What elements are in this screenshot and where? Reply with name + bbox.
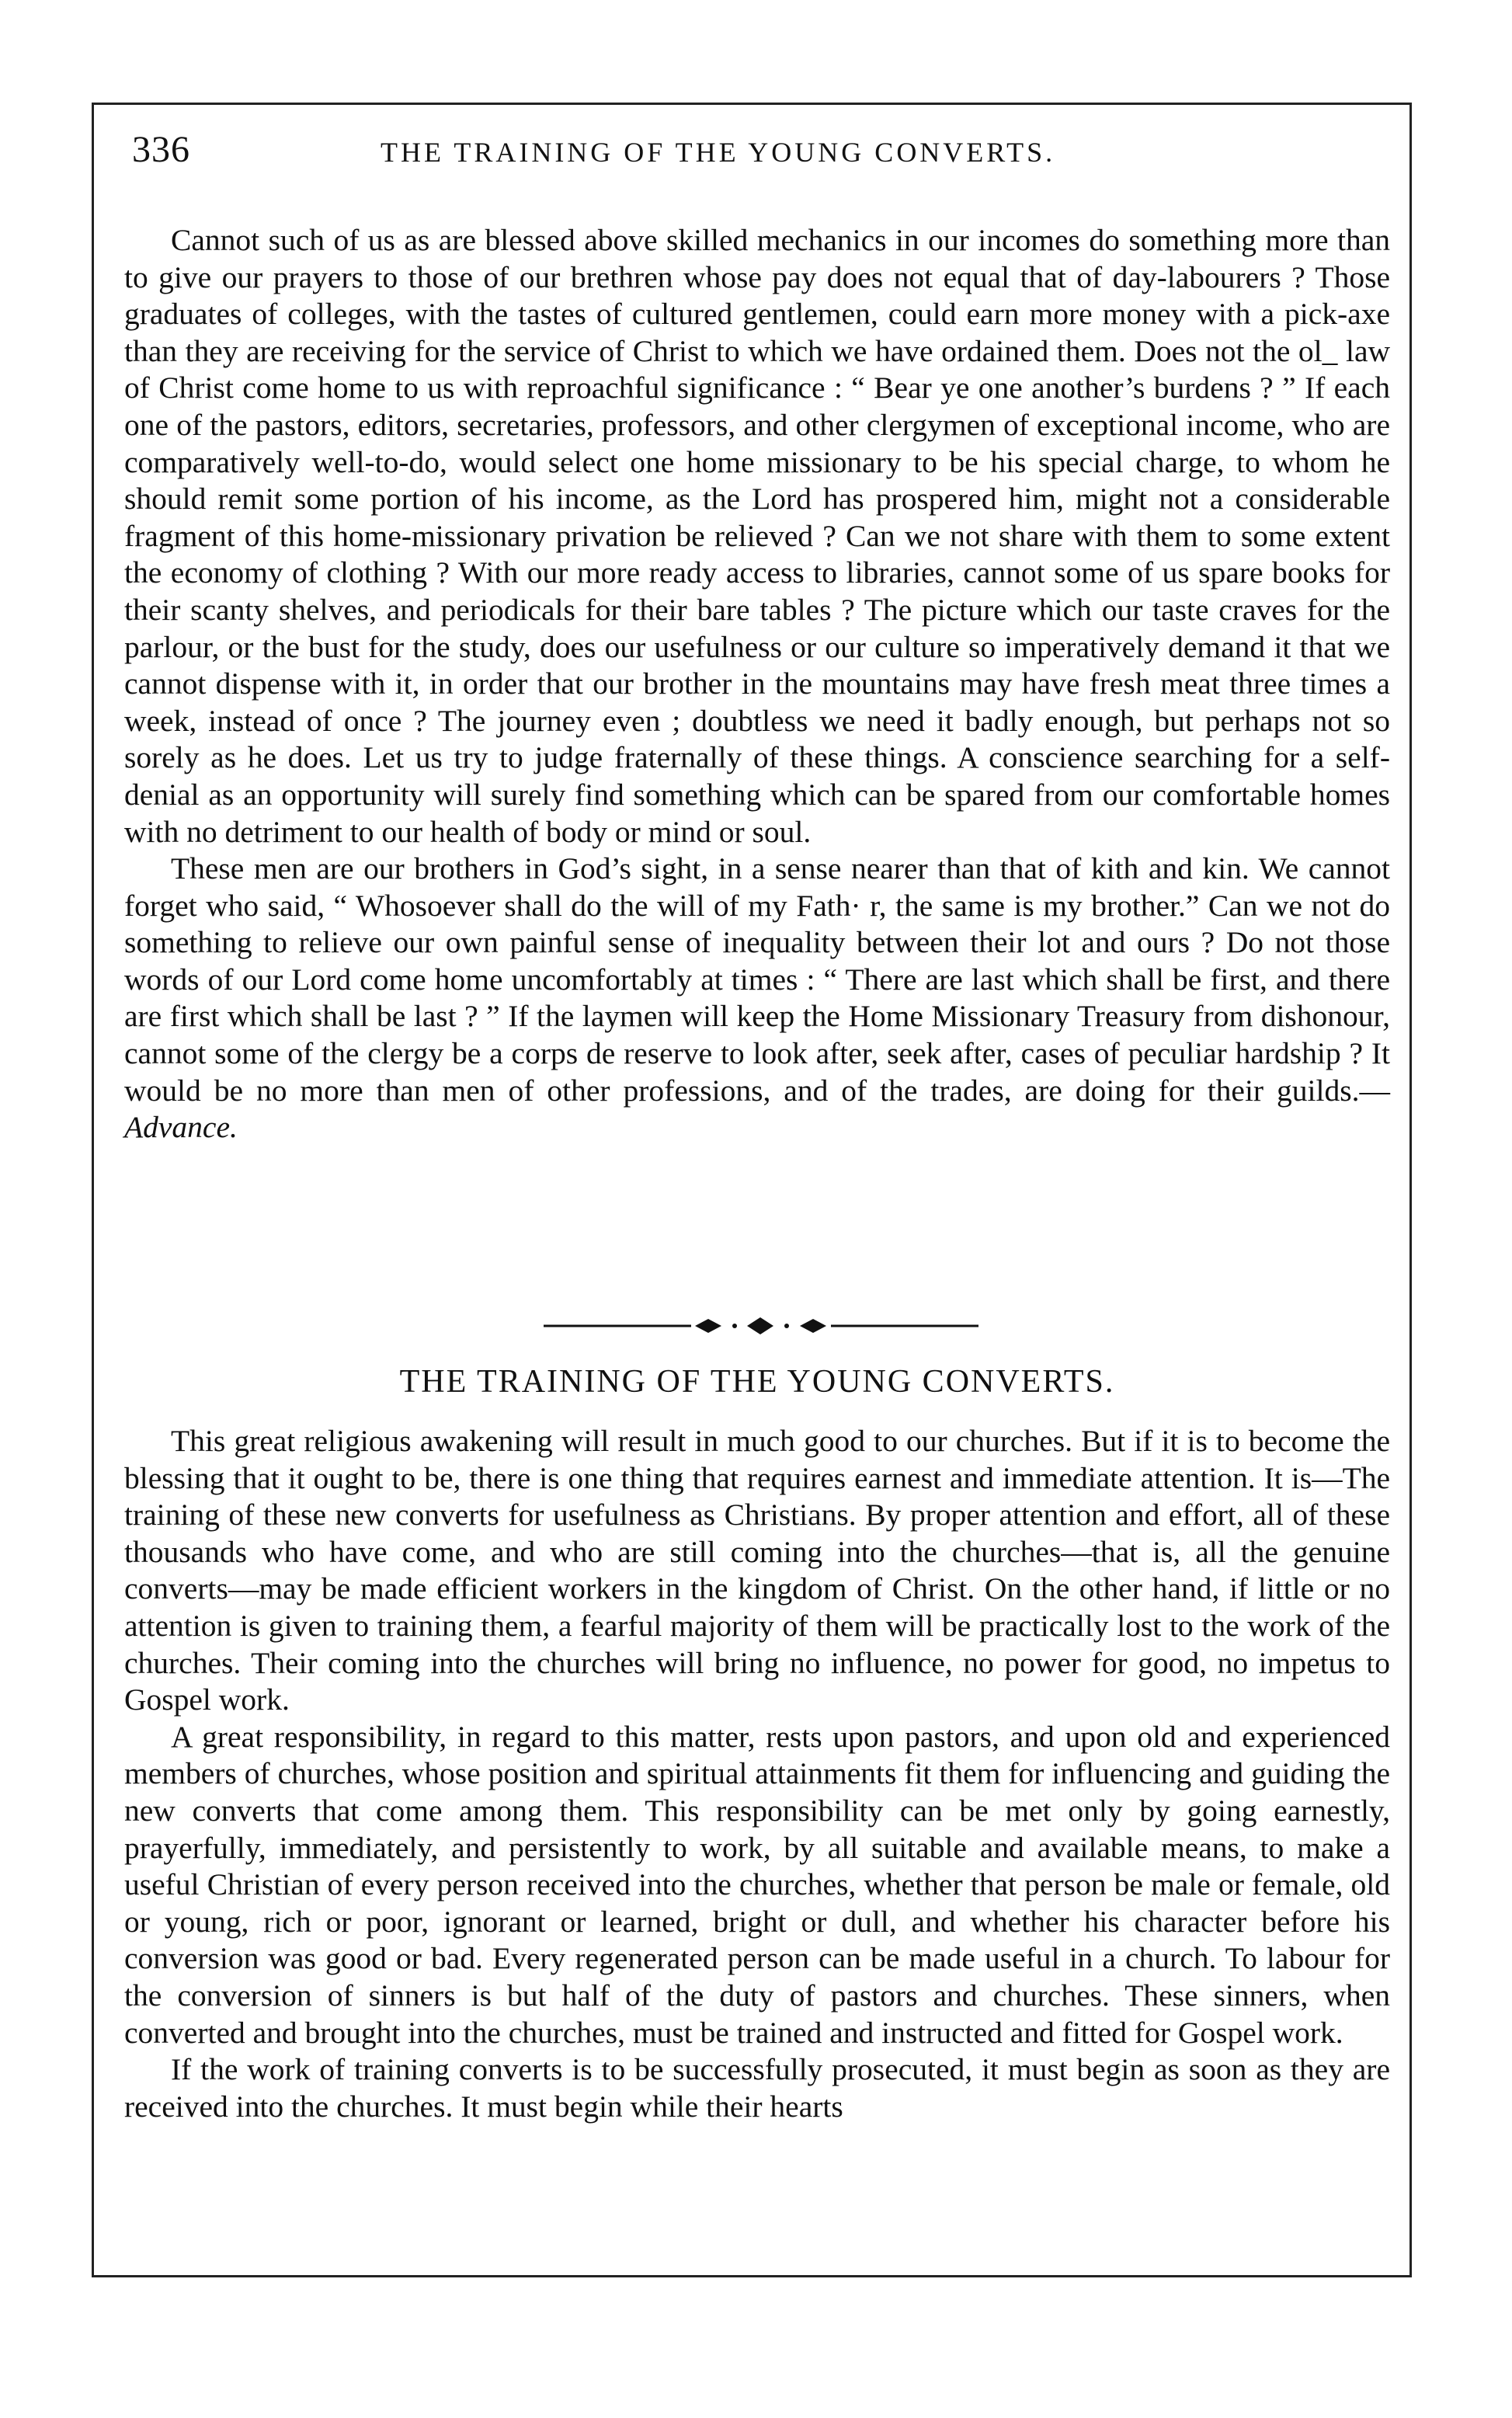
paragraph: If the work of training converts is to be successfully prosecuted, it must begin as soon as they are received into the churches. It must begin while their hearts (124, 2052, 1390, 2124)
page-header (132, 128, 1406, 190)
paragraph: Cannot such of us as are blessed above skilled mechanics in our incomes do something more than to give our prayers to those of our brethren whose pay does not equal that of day-labourers ? Those graduates of colleges, with the tastes of cultured gentlemen, could earn more money with a pick-axe than they are receiving for the service of Christ to which we have ordained them. Does not the ol_ law of Christ come home to us with reproachful significance : “ Bear ye one another’s burdens ? ” If each one of the pastors, editors, secretaries, professors, and other clergymen of exceptional income, who are comparatively well-to-do, would select one home missionary to be his special charge, to whom he should remit some portion of his income, as the Lord has prospered him, might not a considerable fragment of this home-missionary privation be relieved ? Can we not share with them to some extent the economy of clothing ? With our more ready access to libraries, cannot some of us spare books for their scanty shelves, and periodicals for their bare tables ? The picture which our taste craves for the parlour, or the bust for the study, does our usefulness or our culture so imperatively demand it that we cannot dispense with it, in order that our brother in the mountains may have fresh meat three times a week, instead of once ? The journey even ; doubtless we need it badly enough, but perhaps not so sorely as he does. Let us try to judge fraternally of these things. A conscience searching for a self-denial as an opportunity will surely find something which can be spared from our comfortable homes with no detriment to our health of body or mind or soul. (124, 223, 1390, 849)
page-number: 336 (132, 129, 190, 170)
section-divider-ornament (544, 1314, 978, 1338)
article-one (124, 222, 1390, 1146)
article-two (124, 1423, 1390, 2125)
paragraph-text: These men are our brothers in God’s sight, in a sense nearer than that of kith and kin. We cannot forget who said, “ Whosoever shall do the will of my Fath· r, the same is my brother.” Can we not do something to relieve our own painful sense of inequality between their lot and ours ? Do not those words of our Lord come home uncomfortably at times : “ There are last which shall be first, and there are first which shall be last ? ” If the laymen will keep the Home Missionary Treasury from dishonour, cannot some of the clergy be a corps de reserve to look after, seek after, cases of peculiar hardship ? It would be no more than men of other professions, and of the trades, are doing for their guilds.— (124, 851, 1390, 1108)
paragraph: This great religious awakening will result in much good to our churches. But if it is to become the blessing that it ought to be, there is one thing that requires earnest and immediate attention. It is—The training of these new converts for usefulness as Christians. By proper attention and effort, all of these thousands who have come, and who are still coming into the churches—that is, all the genuine converts—may be made efficient workers in the kingdom of Christ. On the other hand, if little or no attention is given to training them, a fearful majority of them will be practically lost to the work of the churches. Their coming into the churches will bring no influence, no power for good, no impetus to Gospel work. (124, 1424, 1390, 1717)
running-head: THE TRAINING OF THE YOUNG CONVERTS. (381, 137, 1056, 168)
paragraph (124, 851, 1390, 1146)
section-title: THE TRAINING OF THE YOUNG CONVERTS. (399, 1364, 1115, 1400)
source-signature: Advance. (124, 1110, 238, 1145)
paragraph: A great responsibility, in regard to this matter, rests upon pastors, and upon old and experienced members of churches, whose position and spiritual attainments fit them for influencing and guiding the new converts that come among them. This responsibility can be met only by going earnestly, prayerfully, immediately, and persistently to work, by all suitable and available means, to make a useful Christian of every person received into the churches, whether that person be male or female, old or young, rich or poor, ignorant or learned, bright or dull, and whether his character before his conversion was good or bad. Every regenerated person can be made useful in a church. To labour for the conversion of sinners is but half of the duty of pastors and churches. These sinners, when converted and brought into the churches, must be trained and instructed and fitted for Gospel work. (124, 1719, 1390, 2050)
